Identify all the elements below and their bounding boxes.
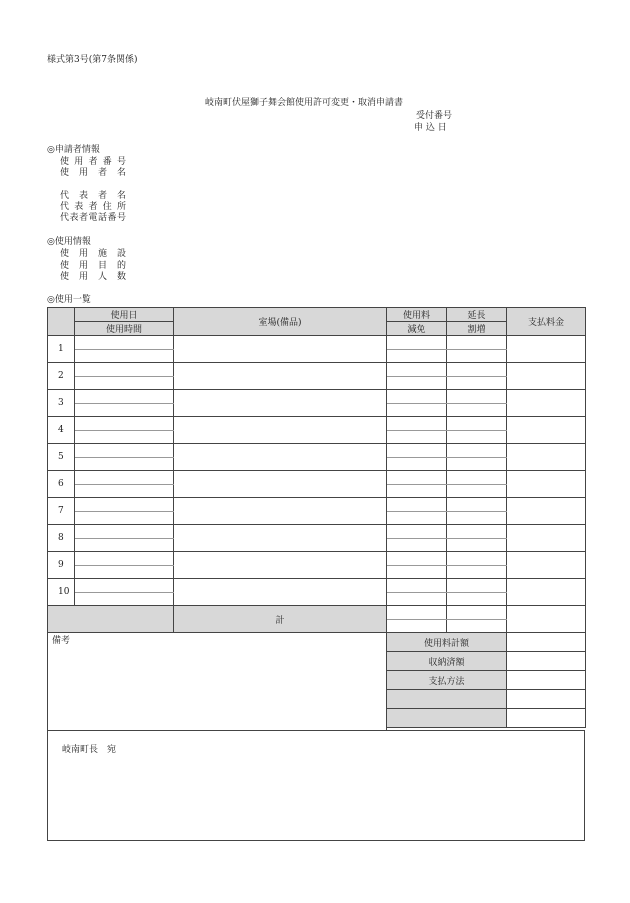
surcharge-cell[interactable] (447, 350, 507, 363)
total-blank (48, 606, 174, 633)
exemption-cell[interactable] (387, 485, 447, 498)
usage-date-cell[interactable] (75, 471, 174, 485)
purpose-label: 使用目的 (60, 261, 126, 271)
usage-time-cell[interactable] (75, 593, 174, 606)
payment-method-label: 支払方法 (387, 671, 507, 690)
usage-time-cell[interactable] (75, 512, 174, 525)
usage-date-cell[interactable] (75, 390, 174, 404)
exemption-cell[interactable] (387, 458, 447, 471)
receipt-number-label: 受付番号 (416, 111, 453, 121)
remarks-box (47, 632, 387, 731)
usage-time-cell[interactable] (75, 458, 174, 471)
usage-date-cell[interactable] (75, 552, 174, 566)
extension-cell[interactable] (447, 579, 507, 593)
fee-summary-table (386, 632, 586, 728)
addressee: 岐南町長 宛 (62, 745, 117, 755)
representative-name-label: 代表者名 (60, 191, 126, 201)
row-number: 1 (48, 336, 75, 363)
total-fee-value (507, 633, 586, 652)
usage-date-cell[interactable] (75, 525, 174, 539)
room-cell[interactable] (174, 498, 387, 525)
exemption-cell[interactable] (387, 593, 447, 606)
exemption-cell[interactable] (387, 377, 447, 390)
usage-time-cell[interactable] (75, 404, 174, 417)
payment-cell[interactable] (507, 471, 586, 498)
exemption-cell[interactable] (387, 431, 447, 444)
header-payment: 支払料金 (507, 308, 586, 336)
page-title: 岐南町伏屋獅子舞会館使用許可変更・取消申請書 (205, 98, 404, 108)
surcharge-cell[interactable] (447, 485, 507, 498)
surcharge-cell[interactable] (447, 566, 507, 579)
surcharge-cell[interactable] (447, 458, 507, 471)
payment-cell[interactable] (507, 579, 586, 606)
blank-summary-value (507, 709, 586, 728)
header-room: 室場(備品) (174, 308, 387, 336)
usage-time-cell[interactable] (75, 350, 174, 363)
exemption-cell[interactable] (387, 566, 447, 579)
exemption-cell[interactable] (387, 350, 447, 363)
usage-time-cell[interactable] (75, 431, 174, 444)
surcharge-cell[interactable] (447, 431, 507, 444)
payment-cell[interactable] (507, 417, 586, 444)
surcharge-cell[interactable] (447, 377, 507, 390)
total-surcharge-cell[interactable] (447, 620, 507, 633)
representative-address-label: 代表者住所 (60, 202, 126, 212)
payment-cell[interactable] (507, 498, 586, 525)
user-number-label: 使用者番号 (60, 157, 126, 167)
header-usage-time: 使用時間 (75, 322, 174, 336)
room-cell[interactable] (174, 552, 387, 579)
list-section-heading: ◎使用一覧 (47, 295, 91, 305)
row-number: 4 (48, 417, 75, 444)
room-cell[interactable] (174, 579, 387, 606)
fee-cell[interactable] (387, 390, 447, 404)
usage-time-cell[interactable] (75, 377, 174, 390)
room-cell[interactable] (174, 390, 387, 417)
blank-summary-label (387, 690, 507, 709)
surcharge-cell[interactable] (447, 512, 507, 525)
fee-cell[interactable] (387, 579, 447, 593)
user-name-label: 使用者名 (60, 168, 126, 178)
total-payment-cell[interactable] (507, 606, 586, 633)
room-cell[interactable] (174, 336, 387, 363)
payment-cell[interactable] (507, 525, 586, 552)
total-exemption-cell[interactable] (387, 620, 447, 633)
extension-cell[interactable] (447, 363, 507, 377)
fee-cell[interactable] (387, 417, 447, 431)
payment-cell[interactable] (507, 390, 586, 417)
room-cell[interactable] (174, 471, 387, 498)
fee-cell[interactable] (387, 336, 447, 350)
extension-cell[interactable] (447, 471, 507, 485)
fee-cell[interactable] (387, 444, 447, 458)
row-number: 10 (48, 579, 75, 606)
usage-date-cell[interactable] (75, 444, 174, 458)
payment-cell[interactable] (507, 336, 586, 363)
fee-cell[interactable] (387, 552, 447, 566)
payment-method-value (507, 671, 586, 690)
header-surcharge: 割増 (447, 322, 507, 336)
header-blank (48, 308, 75, 336)
headcount-label: 使用人数 (60, 272, 126, 282)
usage-date-cell[interactable] (75, 336, 174, 350)
exemption-cell[interactable] (387, 539, 447, 552)
fee-cell[interactable] (387, 525, 447, 539)
fee-cell[interactable] (387, 363, 447, 377)
usage-time-cell[interactable] (75, 539, 174, 552)
facility-label: 使用施設 (60, 249, 126, 259)
usage-date-cell[interactable] (75, 579, 174, 593)
row-number: 3 (48, 390, 75, 417)
usage-list-table (47, 307, 586, 633)
header-usage-date: 使用日 (75, 308, 174, 322)
usage-time-cell[interactable] (75, 566, 174, 579)
total-fee-cell[interactable] (387, 606, 447, 620)
header-extension: 延長 (447, 308, 507, 322)
extension-cell[interactable] (447, 444, 507, 458)
total-fee-label: 使用料計額 (387, 633, 507, 652)
header-fee: 使用料 (387, 308, 447, 322)
usage-date-cell[interactable] (75, 498, 174, 512)
usage-date-cell[interactable] (75, 417, 174, 431)
addressee-box (47, 730, 585, 841)
exemption-cell[interactable] (387, 404, 447, 417)
representative-phone-label: 代表者電話番号 (60, 213, 126, 223)
extension-cell[interactable] (447, 525, 507, 539)
extension-cell[interactable] (447, 417, 507, 431)
fee-cell[interactable] (387, 498, 447, 512)
row-number: 9 (48, 552, 75, 579)
form-number: 様式第3号(第7条関係) (47, 55, 138, 65)
total-label: 計 (174, 606, 387, 633)
applicant-section-heading: ◎申請者情報 (47, 145, 100, 155)
room-cell[interactable] (174, 525, 387, 552)
room-cell[interactable] (174, 444, 387, 471)
row-number: 7 (48, 498, 75, 525)
extension-cell[interactable] (447, 390, 507, 404)
usage-section-heading: ◎使用情報 (47, 237, 91, 247)
row-number: 2 (48, 363, 75, 390)
fee-cell[interactable] (387, 471, 447, 485)
usage-date-cell[interactable] (75, 363, 174, 377)
header-exemption: 減免 (387, 322, 447, 336)
row-number: 6 (48, 471, 75, 498)
surcharge-cell[interactable] (447, 404, 507, 417)
extension-cell[interactable] (447, 552, 507, 566)
remarks-label: 備考 (52, 636, 71, 646)
payment-cell[interactable] (507, 363, 586, 390)
paid-amount-label: 収納済額 (387, 652, 507, 671)
surcharge-cell[interactable] (447, 539, 507, 552)
usage-time-cell[interactable] (75, 485, 174, 498)
payment-cell[interactable] (507, 444, 586, 471)
extension-cell[interactable] (447, 498, 507, 512)
blank-summary-label (387, 709, 507, 728)
room-cell[interactable] (174, 417, 387, 444)
row-number: 5 (48, 444, 75, 471)
application-date-label: 申 込 日 (414, 123, 447, 133)
surcharge-cell[interactable] (447, 593, 507, 606)
room-cell[interactable] (174, 363, 387, 390)
extension-cell[interactable] (447, 336, 507, 350)
total-extension-cell[interactable] (447, 606, 507, 620)
exemption-cell[interactable] (387, 512, 447, 525)
blank-summary-value (507, 690, 586, 709)
payment-cell[interactable] (507, 552, 586, 579)
row-number: 8 (48, 525, 75, 552)
paid-amount-value (507, 652, 586, 671)
